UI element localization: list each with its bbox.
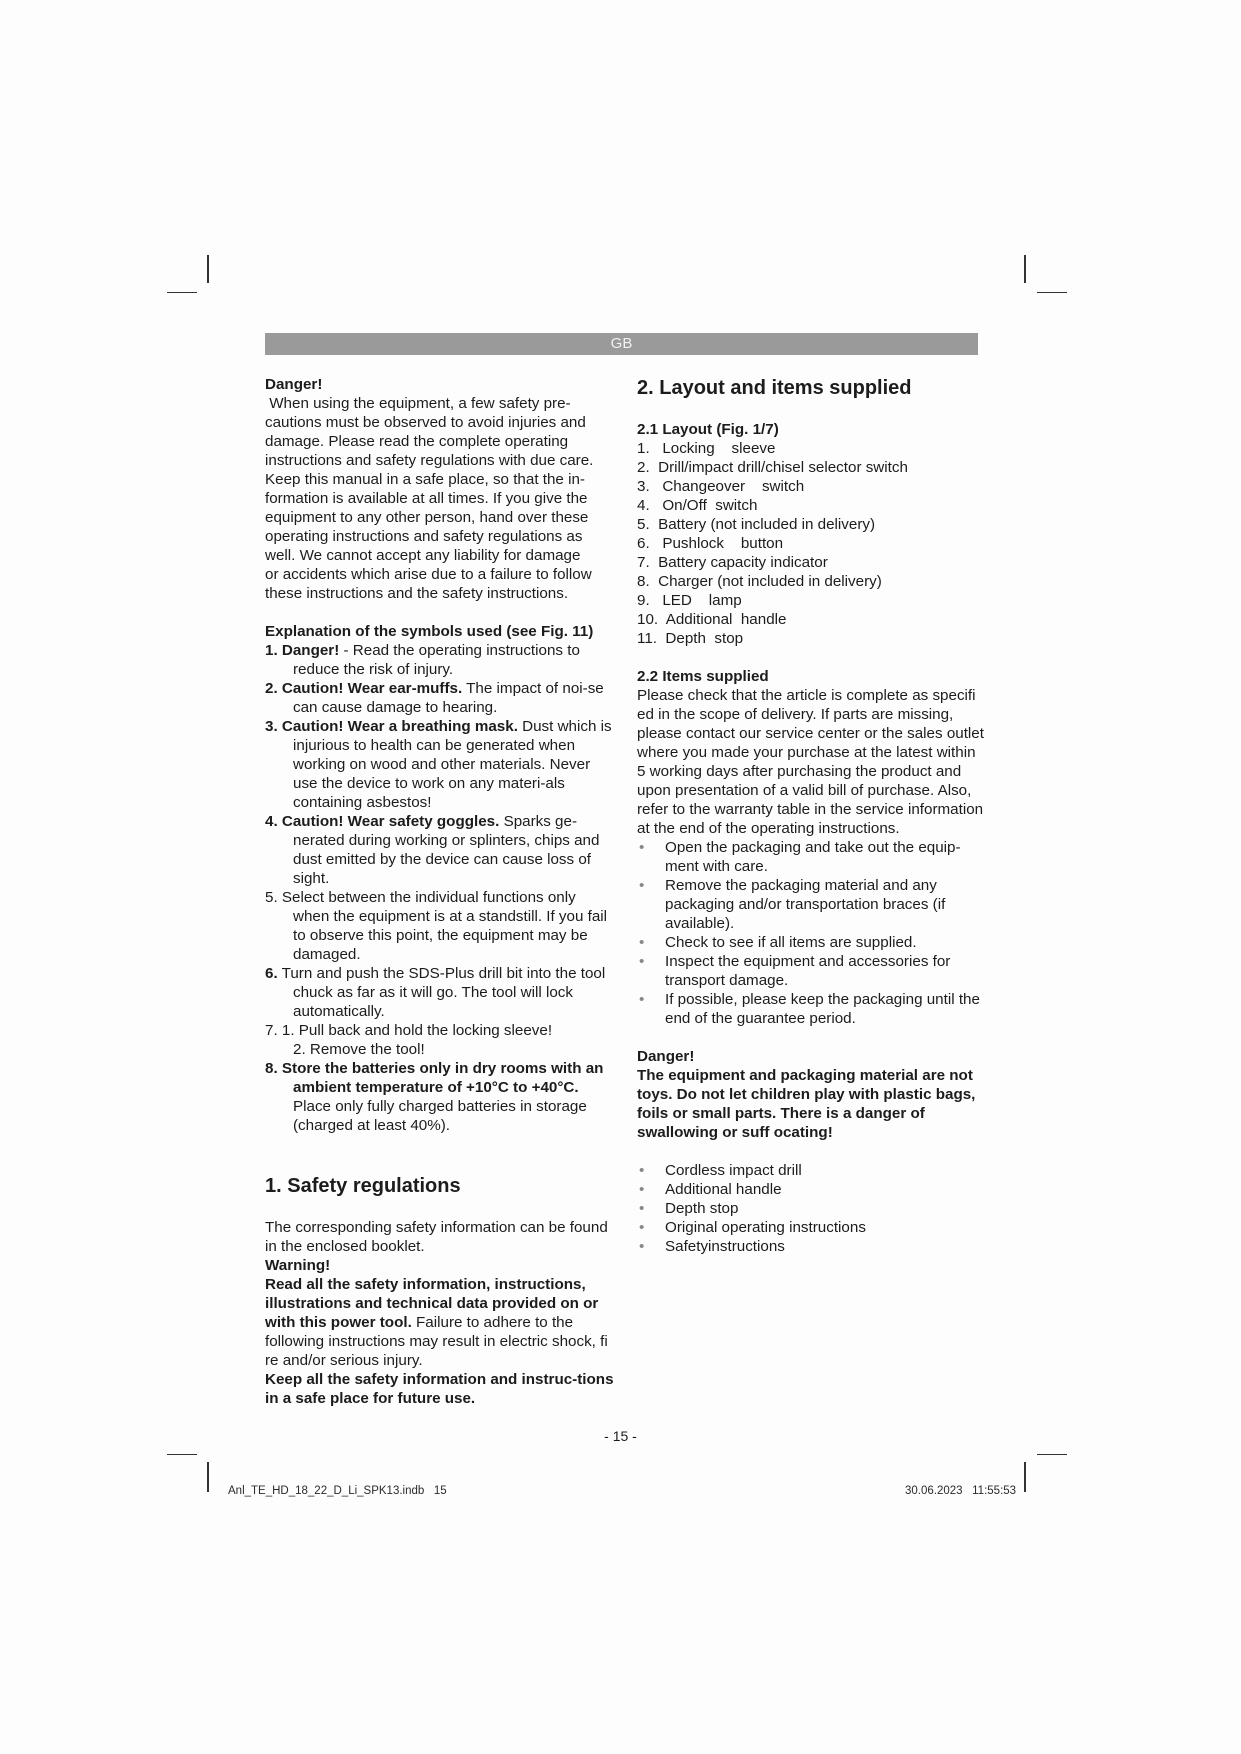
crop-mark (1037, 292, 1067, 293)
danger-warning: The equipment and packaging material are not toys. Do not let children play with plastic bags, foils or small parts. There is a danger of swallowing or suff ocating! (637, 1067, 976, 1141)
crop-mark (1037, 1454, 1067, 1455)
danger-paragraph (265, 394, 615, 603)
list-item: 7. 1. Pull back and hold the locking sleeve! (265, 1022, 553, 1039)
crop-mark (167, 1454, 197, 1455)
list-item: 7. Battery capacity indicator (637, 554, 828, 571)
list-item: 3. Changeover switch (637, 478, 805, 495)
crop-mark (167, 292, 197, 293)
list-item: • Check to see if all items are supplied. (637, 933, 987, 952)
list-item: 4. Caution! Wear safety goggles. Sparks ge-nerated during working or splinters, chips and dust emitted by the device can cause loss of sight. (265, 813, 600, 887)
layout-list (637, 439, 987, 648)
list-item: 6. Turn and push the SDS-Plus drill bit into the tool chuck as far as it will go. The tool will lock automatically. (265, 965, 606, 1020)
crop-mark (207, 255, 209, 283)
footer-timestamp: 30.06.2023 11:55:53 (905, 1485, 1017, 1497)
list-item: • Additional handle (637, 1180, 987, 1199)
text-line: Keep this manual in a safe place, so that the in- (265, 471, 585, 488)
supplied-paragraph: Please check that the article is complete as specifi ed in the scope of delivery. If parts are missing, please contact our service center or the sales outlet where you made your purchase at the latest within 5 working days after purchasing the product and upon presentation of a valid bill of purchase. Also, refer to the warranty table in the service information at the end of the operating instructions. (637, 687, 984, 837)
text-line: or accidents which arise due to a failure to follow (265, 566, 592, 583)
list-item: 11. Depth stop (637, 630, 744, 647)
text-line: formation is available at all times. If you give the (265, 490, 588, 507)
layout-subheading: 2.1 Layout (Fig. 1/7) (637, 421, 779, 438)
list-item: 5. Battery (not included in delivery) (637, 516, 876, 533)
page-number: - 15 - (604, 1428, 637, 1444)
text-line: equipment to any other person, hand over these (265, 509, 589, 526)
footer-file: Anl_TE_HD_18_22_D_Li_SPK13.indb 15 (228, 1485, 447, 1497)
list-item: 1. Danger! - Read the operating instructions to reduce the risk of injury. (265, 642, 580, 678)
text-line: cautions must be observed to avoid injuries and (265, 414, 586, 431)
list-item: • Original operating instructions (637, 1218, 987, 1237)
list-item: • Remove the packaging material and any packaging and/or transportation braces (if available). (637, 876, 987, 933)
list-item: 6. Pushlock button (637, 535, 784, 552)
list-item: • Depth stop (637, 1199, 987, 1218)
list-item: • Cordless impact drill (637, 1161, 987, 1180)
list-item: 2. Drill/impact drill/chisel selector switch (637, 459, 908, 476)
language-code: GB (610, 335, 633, 352)
list-item: 2. Caution! Wear ear-muffs. The impact of noi-se can cause damage to hearing. (265, 680, 604, 716)
list-item: • Inspect the equipment and accessories for transport damage. (637, 952, 987, 990)
safety-heading: 1. Safety regulations (265, 1175, 461, 1197)
list-item: 3. Caution! Wear a breathing mask. Dust which is injurious to health can be generated when working on wood and other materials. Never use the device to work on any materi-als containing asbestos! (265, 718, 612, 811)
list-item: 8. Charger (not included in delivery) (637, 573, 882, 590)
left-column (265, 375, 615, 1408)
symbols-list (265, 641, 615, 1135)
list-item: • If possible, please keep the packaging until the end of the guarantee period. (637, 990, 987, 1028)
text-line: instructions and safety regulations with due care. (265, 452, 594, 469)
list-item: 8. Store the batteries only in dry rooms with an ambient temperature of +10°C to +40°C. Place only fully charged batteries in storage (charged at least 40%). (265, 1060, 604, 1134)
list-item: 4. On/Off switch (637, 497, 758, 514)
symbols-heading: Explanation of the symbols used (see Fig. 11) (265, 623, 594, 640)
text-line: damage. Please read the complete operating (265, 433, 569, 450)
supplied-subheading: 2.2 Items supplied (637, 668, 769, 685)
text-line: operating instructions and safety regulations as (265, 528, 583, 545)
crop-mark (1024, 1462, 1026, 1492)
list-item: • Open the packaging and take out the equip-ment with care. (637, 838, 987, 876)
supplied-items-list (637, 1161, 987, 1256)
warning-paragraph: Read all the safety information, instructions, illustrations and technical data provided on or with this power tool. Failure to adhere to the following instructions may result in electric shock, fi re and/or serious injury. (265, 1276, 608, 1369)
list-item: • Safetyinstructions (637, 1237, 987, 1256)
list-item: 10. Additional handle (637, 611, 787, 628)
check-list (637, 838, 987, 1028)
layout-heading: 2. Layout and items supplied (637, 377, 912, 399)
keep-safe-notice: Keep all the safety information and instruc-tions in a safe place for future use. (265, 1371, 614, 1407)
text-line: When using the equipment, a few safety pre- (265, 395, 571, 412)
text-line: well. We cannot accept any liability for damage (265, 547, 581, 564)
crop-mark (207, 1462, 209, 1492)
list-item: 9. LED lamp (637, 592, 742, 609)
safety-intro: The corresponding safety information can be found in the enclosed booklet. (265, 1219, 608, 1255)
crop-mark (1024, 255, 1026, 283)
right-column (637, 375, 987, 1256)
language-header-bar (265, 333, 978, 355)
danger-heading: Danger! (637, 1048, 695, 1065)
list-item: 5. Select between the individual functions only when the equipment is at a standstill. If you fail to observe this point, the equipment may be damaged. (265, 889, 608, 963)
list-item: 2. Remove the tool! (293, 1041, 425, 1058)
danger-heading: Danger! (265, 376, 323, 393)
text-line: these instructions and the safety instructions. (265, 585, 569, 602)
warning-heading: Warning! (265, 1257, 331, 1274)
list-item: 1. Locking sleeve (637, 440, 776, 457)
